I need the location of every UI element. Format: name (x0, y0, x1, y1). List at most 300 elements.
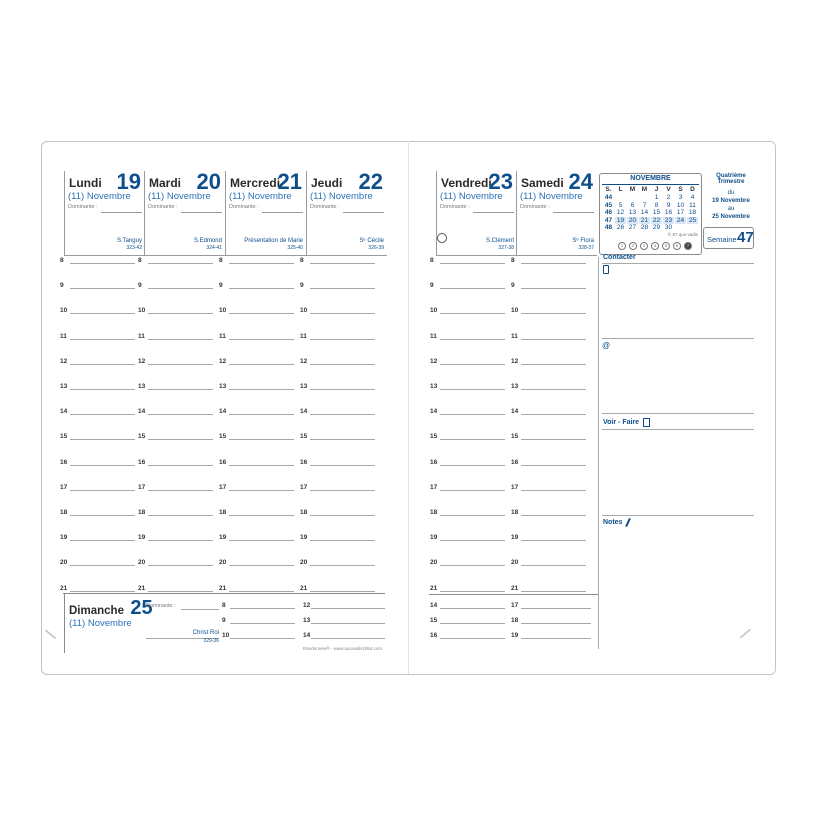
hour-label: 14 (300, 408, 308, 416)
hour-line (148, 540, 213, 541)
hour-label: 21 (300, 584, 308, 592)
sunday-hour-label: 19 (511, 632, 519, 639)
hour-label: 21 (219, 584, 227, 592)
hour-label: 11 (511, 332, 518, 340)
sunday-hour-label: 8 (222, 602, 226, 609)
sunday-hour-line (440, 638, 505, 639)
hour-label: 17 (60, 483, 68, 491)
hour-label: 12 (60, 357, 68, 365)
hour-label: 17 (138, 483, 146, 491)
hour-line (70, 591, 135, 592)
week-day-circle: 7 (684, 242, 692, 250)
hour-line (229, 414, 294, 415)
calendar-day-cell: 21 (640, 216, 649, 224)
hour-label: 9 (60, 282, 64, 290)
sunday-hour-label: 15 (430, 617, 438, 624)
hour-label: 16 (60, 458, 68, 466)
hour-line (148, 439, 213, 440)
hour-label: 8 (300, 257, 304, 264)
calendar-header-cell: S. (605, 186, 612, 193)
footer-credit: Randonnée® - www.quovadis1954.com (303, 646, 383, 651)
hour-label: 13 (219, 383, 227, 390)
dominante-line (262, 212, 303, 213)
perforation-right: ••••••••• (738, 627, 753, 642)
hour-line (440, 591, 505, 592)
calendar-day-cell: 19 (616, 216, 625, 224)
hour-label: 9 (300, 282, 304, 290)
sunday-top-line (429, 594, 599, 595)
calendar-day-cell: 24 (676, 216, 685, 224)
hour-label: 13 (430, 383, 438, 390)
hour-line (148, 591, 213, 592)
hour-line (310, 490, 375, 491)
calendar-day-cell: 46 (604, 209, 613, 216)
voir-faire-heading: Voir - Faire (603, 419, 640, 426)
day-month: (11) Novembre (440, 191, 503, 202)
hour-label: 10 (138, 307, 146, 315)
mini-calendar-copyright: © 87 quo vadis (667, 232, 698, 237)
calendar-day-cell: 25 (688, 216, 697, 224)
sunday-top-line (63, 593, 385, 594)
dominante-label: Dominante : (148, 204, 178, 210)
calendar-day-cell: 20 (628, 216, 637, 224)
hour-label: 8 (138, 257, 142, 264)
dominante-line (553, 212, 594, 213)
week-day-circle: 5 (662, 242, 670, 250)
hour-line (310, 339, 375, 340)
calendar-day-cell: 7 (642, 201, 647, 209)
day-number: 21 (277, 169, 302, 194)
calendar-day-cell: 5 (618, 201, 623, 209)
hour-label: 10 (511, 307, 519, 315)
voir-faire-rule (602, 429, 754, 430)
hour-label: 8 (60, 257, 64, 264)
hour-line (70, 490, 135, 491)
hour-line (70, 414, 135, 415)
hour-label: 20 (300, 559, 308, 567)
day-serial: 324-41 (206, 245, 222, 251)
hour-label: 14 (219, 408, 227, 416)
hour-label: 19 (219, 534, 227, 542)
quarter-from: 19 Novembre (712, 198, 750, 204)
calendar-header-cell: J (654, 186, 659, 193)
hour-line (229, 389, 294, 390)
dominante-label: Dominante : (440, 204, 470, 210)
hour-line (148, 490, 213, 491)
hour-label: 20 (60, 559, 68, 567)
saint-name: S.Edmond (193, 238, 222, 244)
hour-label: 21 (511, 584, 519, 592)
hour-line (148, 565, 213, 566)
hour-label: 14 (430, 408, 438, 416)
day-serial: 327-38 (498, 245, 514, 251)
hour-label: 9 (138, 282, 142, 290)
hour-label: 14 (511, 408, 519, 416)
hour-line (440, 414, 505, 415)
sunday-hour-label: 12 (303, 602, 311, 609)
day-name: Mercredi (230, 176, 281, 190)
calendar-day-cell: 45 (604, 201, 613, 209)
phone-icon (603, 265, 609, 274)
day-name: Vendredi (441, 176, 492, 190)
hour-line (70, 288, 135, 289)
hour-line (310, 591, 375, 592)
mini-calendar-rule (602, 184, 699, 185)
hour-label: 13 (300, 383, 308, 390)
hour-line (310, 364, 375, 365)
hour-label: 8 (511, 257, 515, 264)
mini-calendar (599, 173, 702, 255)
hour-label: 11 (60, 332, 67, 340)
hour-line (70, 313, 135, 314)
calendar-day-cell: 26 (616, 224, 625, 231)
hour-label: 10 (219, 307, 227, 315)
quarter-title: Quatrième Trimestre (716, 173, 746, 185)
day-header (225, 171, 306, 256)
hour-line (310, 465, 375, 466)
hour-label: 15 (60, 433, 68, 441)
hour-label: 17 (430, 483, 438, 491)
hour-label: 17 (511, 483, 519, 491)
dominante-line (473, 212, 514, 213)
calendar-day-cell: 14 (640, 209, 649, 216)
week-day-circle: 4 (651, 242, 659, 250)
calendar-day-cell: 6 (630, 201, 635, 209)
sunday-hour-line (440, 623, 505, 624)
hour-label: 12 (300, 357, 308, 365)
right-page (409, 141, 774, 673)
hour-line (310, 263, 375, 264)
week-day-circle: 1 (618, 242, 626, 250)
hour-label: 13 (60, 383, 68, 390)
hour-line (521, 389, 586, 390)
hour-label: 21 (430, 584, 438, 592)
dominante-line (343, 212, 384, 213)
sunday-serial: 329-36 (203, 638, 219, 644)
day-month: (11) Novembre (229, 191, 292, 202)
at-sign-icon: @ (602, 341, 611, 350)
hour-line (521, 465, 586, 466)
calendar-day-cell: 3 (678, 194, 683, 201)
saint-name: Sᵉ Flora (572, 238, 594, 244)
day-month: (11) Novembre (68, 191, 131, 202)
hour-label: 11 (219, 332, 226, 340)
hour-line (521, 565, 586, 566)
hour-line (440, 389, 505, 390)
quarter-to: 25 Novembre (712, 214, 750, 220)
hour-line (229, 565, 294, 566)
hour-line (70, 515, 135, 516)
hour-line (70, 540, 135, 541)
hour-label: 15 (430, 433, 438, 441)
sunday-month: (11) Novembre (69, 618, 132, 629)
day-header (436, 171, 517, 256)
hour-label: 12 (511, 357, 519, 365)
calendar-day-cell: 9 (666, 201, 671, 209)
day-month: (11) Novembre (310, 191, 373, 202)
dominante-label: Dominante : (310, 204, 340, 210)
hour-line (440, 288, 505, 289)
hour-label: 11 (138, 332, 145, 340)
calendar-header-cell: M (629, 186, 636, 193)
day-serial: 326-39 (368, 245, 384, 251)
hour-line (229, 288, 294, 289)
hour-label: 19 (60, 534, 68, 542)
hour-line (148, 465, 213, 466)
hour-line (310, 288, 375, 289)
dominante-line (181, 212, 222, 213)
day-header (306, 171, 387, 256)
hour-label: 14 (60, 408, 68, 416)
calendar-day-cell: 44 (604, 194, 613, 201)
sunday-hour-label: 13 (303, 617, 311, 624)
hour-line (521, 263, 586, 264)
hour-line (310, 515, 375, 516)
hour-line (440, 515, 505, 516)
calendar-day-cell: 18 (688, 209, 697, 216)
pencil-icon (625, 518, 631, 527)
hour-label: 16 (138, 458, 146, 466)
calendar-day-cell: 17 (676, 209, 685, 216)
hour-label: 20 (138, 559, 146, 567)
day-month: (11) Novembre (520, 191, 583, 202)
hour-line (229, 540, 294, 541)
hour-label: 15 (300, 433, 308, 441)
calendar-day-cell: 22 (652, 216, 661, 224)
calendar-day-cell: 16 (664, 209, 673, 216)
hour-label: 12 (138, 357, 146, 365)
hour-line (440, 263, 505, 264)
week-label: Semaine (707, 235, 737, 244)
hour-label: 19 (430, 534, 438, 542)
sunday-hour-label: 14 (303, 632, 311, 639)
day-header (64, 171, 145, 256)
voir-faire-bottom-rule (602, 515, 754, 516)
hour-line (521, 591, 586, 592)
calendar-header-cell: M (641, 186, 648, 193)
hour-line (70, 339, 135, 340)
dominante-label: Dominante : (68, 204, 98, 210)
hour-line (521, 339, 586, 340)
hour-line (148, 263, 213, 264)
calendar-header-cell: V (666, 186, 671, 193)
hour-label: 9 (511, 282, 515, 290)
hour-line (229, 515, 294, 516)
hour-line (521, 515, 586, 516)
hour-label: 18 (219, 509, 227, 516)
calendar-header-cell: L (618, 186, 623, 193)
day-serial: 328-37 (578, 245, 594, 251)
calendar-day-cell: 29 (652, 224, 661, 231)
hour-label: 16 (511, 458, 519, 466)
hour-label: 21 (60, 584, 68, 592)
hour-line (440, 439, 505, 440)
hour-line (148, 364, 213, 365)
day-serial: 323-42 (126, 245, 142, 251)
hour-line (70, 263, 135, 264)
hour-label: 18 (511, 509, 519, 516)
day-name: Samedi (521, 176, 564, 190)
calendar-day-cell: 47 (604, 216, 613, 224)
hour-line (521, 288, 586, 289)
dominante-line (101, 212, 142, 213)
week-badge (703, 227, 754, 249)
hour-line (521, 490, 586, 491)
day-number: 24 (568, 169, 593, 194)
calendar-day-cell: 12 (616, 209, 625, 216)
calendar-day-cell: 48 (604, 224, 613, 231)
sunday-hour-label: 14 (430, 602, 438, 609)
hour-label: 16 (300, 458, 308, 466)
week-day-circle: 2 (629, 242, 637, 250)
sunday-hour-line (230, 638, 295, 639)
week-day-circle: 6 (673, 242, 681, 250)
week-number: 47 (737, 229, 754, 246)
hour-label: 19 (300, 534, 308, 542)
week-day-circle: 3 (640, 242, 648, 250)
saint-name: S.Clément (485, 238, 514, 244)
hour-line (229, 465, 294, 466)
day-header (516, 171, 597, 256)
hour-label: 12 (430, 357, 438, 365)
hour-label: 8 (430, 257, 434, 264)
left-page (41, 141, 408, 673)
hour-line (148, 515, 213, 516)
hour-line (310, 313, 375, 314)
calendar-day-cell: 28 (640, 224, 649, 231)
hour-label: 14 (138, 408, 146, 416)
hour-label: 9 (219, 282, 223, 290)
hour-line (229, 263, 294, 264)
calendar-day-cell: 1 (654, 194, 659, 201)
calendar-day-cell: 4 (690, 194, 695, 201)
hour-line (70, 364, 135, 365)
calendar-header-cell: D (690, 186, 695, 193)
sunday-hour-label: 10 (222, 632, 230, 639)
sunday-hour-line (311, 608, 385, 609)
sunday-hour-label: 18 (511, 617, 519, 624)
day-month: (11) Novembre (148, 191, 211, 202)
hour-line (310, 414, 375, 415)
hour-line (70, 439, 135, 440)
hour-label: 21 (138, 584, 146, 592)
hour-label: 9 (430, 282, 434, 290)
moon-phase-icon (437, 233, 447, 243)
sunday-hour-label: 9 (222, 617, 226, 624)
contacter-rule (602, 263, 754, 264)
hour-label: 19 (511, 534, 519, 542)
hour-label: 17 (219, 483, 227, 491)
hour-label: 18 (138, 509, 146, 516)
calendar-day-cell: 23 (664, 216, 673, 224)
calendar-day-cell: 30 (664, 224, 673, 231)
hour-label: 20 (511, 559, 519, 567)
hour-line (310, 439, 375, 440)
hour-line (310, 540, 375, 541)
hour-line (310, 389, 375, 390)
sunday-hour-label: 17 (511, 602, 519, 609)
hour-label: 15 (511, 433, 519, 441)
sunday-hour-line (311, 623, 385, 624)
sunday-hour-line (521, 638, 591, 639)
calendar-day-cell: 2 (666, 194, 671, 201)
sunday-hour-line (440, 608, 505, 609)
sunday-number: 25 (130, 597, 153, 619)
hour-label: 16 (219, 458, 227, 466)
hour-label: 8 (219, 257, 223, 264)
sunday-dominante-line (181, 609, 219, 610)
sunday-hour-line (311, 638, 385, 639)
quarter-au: au (727, 206, 735, 212)
perforation-left: ••••••••• (42, 627, 57, 642)
day-header (144, 171, 225, 256)
sunday-name: Dimanche (69, 605, 124, 617)
hour-line (148, 414, 213, 415)
hour-label: 18 (300, 509, 308, 516)
hour-line (440, 364, 505, 365)
hour-line (148, 288, 213, 289)
notes-column-border (598, 257, 599, 649)
hour-line (440, 490, 505, 491)
hour-label: 17 (300, 483, 308, 491)
calendar-day-cell: 11 (689, 201, 696, 209)
clipboard-icon (643, 418, 650, 427)
hour-label: 15 (138, 433, 146, 441)
day-name: Mardi (149, 176, 182, 190)
calendar-day-cell: 10 (676, 201, 685, 209)
sunday-hour-line (521, 623, 591, 624)
sunday-dominante-label: Dominante : (146, 603, 176, 609)
quarter-du: du (727, 190, 735, 196)
saint-name: Sᵉ Cécile (359, 238, 384, 244)
hour-line (70, 389, 135, 390)
calendar-day-cell: 27 (628, 224, 637, 231)
hour-line (521, 414, 586, 415)
day-number: 22 (358, 169, 383, 194)
sunday-header (69, 597, 153, 620)
hour-line (229, 591, 294, 592)
sunday-hour-line (521, 608, 591, 609)
saint-name: Présentation de Marie (244, 238, 303, 244)
hour-label: 10 (60, 307, 68, 315)
hour-line (148, 389, 213, 390)
day-number: 19 (116, 169, 141, 194)
hour-label: 13 (138, 383, 146, 390)
hour-line (70, 465, 135, 466)
sunday-hour-line (230, 608, 295, 609)
day-name: Lundi (69, 176, 102, 190)
calendar-header-cell: S (678, 186, 683, 193)
hour-line (70, 565, 135, 566)
contacter-heading: Contacter (603, 254, 636, 261)
hour-label: 18 (430, 509, 438, 516)
hour-line (521, 540, 586, 541)
hour-line (440, 465, 505, 466)
hour-line (229, 439, 294, 440)
hour-line (440, 339, 505, 340)
sunday-left-border (64, 593, 65, 653)
contacter-email-rule (602, 413, 754, 414)
hour-label: 20 (219, 559, 227, 567)
hour-label: 15 (219, 433, 227, 441)
dominante-label: Dominante : (520, 204, 550, 210)
hour-label: 10 (430, 307, 438, 315)
hour-line (229, 339, 294, 340)
calendar-day-cell: 15 (652, 209, 661, 216)
hour-line (521, 439, 586, 440)
sunday-saint: Christ Roi (192, 630, 219, 636)
day-number: 23 (488, 169, 513, 194)
